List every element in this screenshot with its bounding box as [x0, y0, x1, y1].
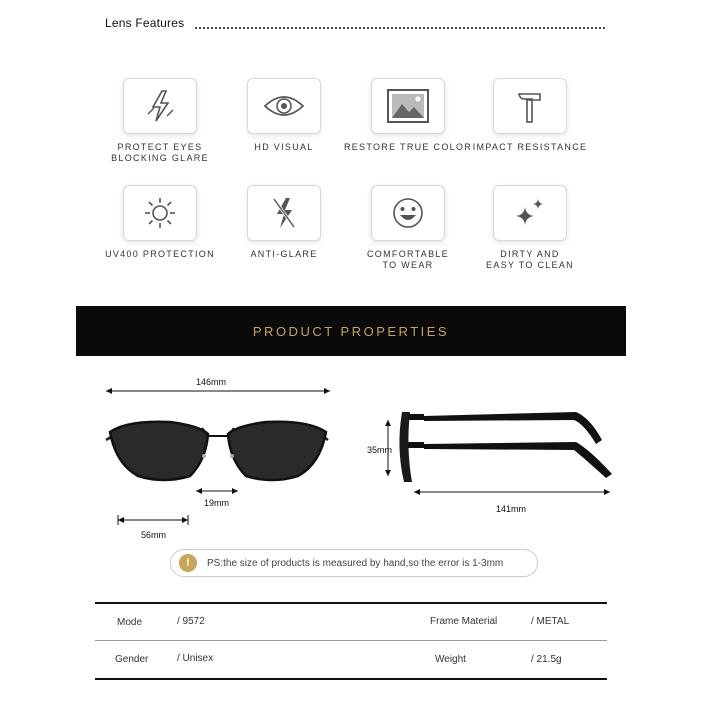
- prop-value: / Unisex: [177, 653, 214, 664]
- feature-label: RESTORE TRUE COLOR: [343, 142, 473, 152]
- feature-label: ANTI-GLARE: [250, 249, 318, 259]
- dotted-divider: [195, 27, 605, 29]
- feature-label: IMPACT RESISTANCE: [472, 142, 588, 152]
- feature-easy-clean: [455, 185, 605, 271]
- eye-icon: [247, 78, 321, 134]
- feature-impact-resistance: [455, 78, 605, 153]
- sun-icon: [123, 185, 197, 241]
- prop-value: / 9572: [177, 616, 205, 627]
- feature-label: DIRTY AND EASY TO CLEAN: [486, 249, 574, 270]
- dim-total-width: 146mm: [196, 377, 227, 387]
- dim-bridge: 19mm: [204, 498, 230, 508]
- banner-title: PRODUCT PROPERTIES: [252, 323, 450, 339]
- image-icon: [371, 78, 445, 134]
- prop-label: Frame Material: [430, 616, 498, 627]
- dim-temple-length: 141mm: [496, 504, 527, 514]
- prop-label: Weight: [435, 654, 466, 665]
- lens-features-header: [105, 16, 605, 36]
- glasses-side-view: [380, 398, 620, 508]
- properties-table: [95, 602, 607, 680]
- table-top-border: [95, 602, 607, 604]
- smiley-icon: [371, 185, 445, 241]
- feature-label: COMFORTABLE TO WEAR: [367, 249, 449, 270]
- hammer-icon: [493, 78, 567, 134]
- feature-label: HD VISUAL: [254, 142, 314, 152]
- measurement-note: [170, 549, 538, 577]
- no-glare-icon: [247, 185, 321, 241]
- dim-lens-width: 56mm: [141, 530, 167, 540]
- feature-label: UV400 PROTECTION: [105, 249, 215, 259]
- sparkle-icon: [493, 185, 567, 241]
- prop-label: Gender: [115, 654, 149, 665]
- lightning-icon: [123, 78, 197, 134]
- prop-label: Mode: [117, 617, 143, 628]
- lens-features-title: Lens Features: [105, 16, 185, 30]
- dim-lens-height: 35mm: [367, 445, 393, 455]
- prop-value: / METAL: [531, 616, 570, 627]
- table-row-divider: [95, 640, 607, 641]
- product-properties-banner: [76, 306, 626, 356]
- table-bottom-border: [95, 678, 607, 680]
- note-text: PS:the size of products is measured by hand,so the error is 1-3mm: [207, 557, 504, 569]
- warning-icon: !: [179, 554, 197, 572]
- feature-label: PROTECT EYES BLOCKING GLARE: [111, 142, 209, 163]
- prop-value: / 21.5g: [531, 654, 562, 665]
